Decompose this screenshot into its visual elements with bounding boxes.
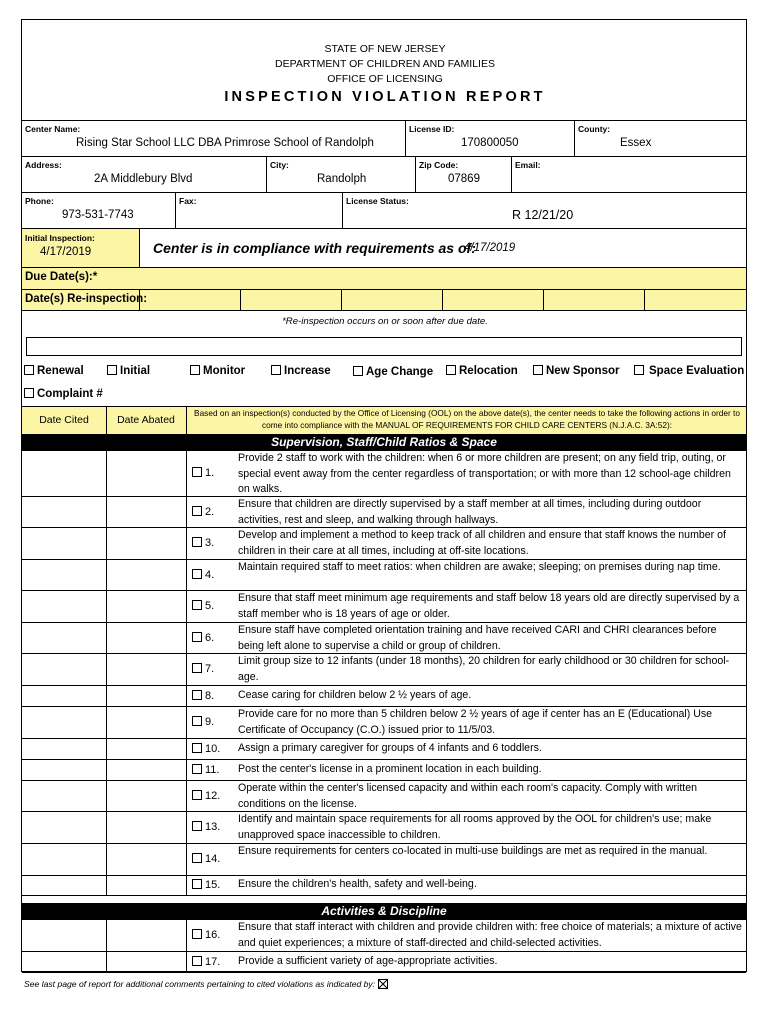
divider: [342, 192, 343, 228]
date-abated-cell[interactable]: [107, 781, 186, 811]
item-number-text: 17.: [205, 955, 221, 968]
checkbox[interactable]: [24, 365, 34, 375]
monitor-option[interactable]: [190, 365, 245, 377]
table-row: [22, 812, 746, 844]
column-divider: [186, 591, 187, 622]
checkbox[interactable]: [634, 365, 644, 375]
item-number: [192, 743, 220, 755]
initial-inspection-label: Initial Inspection:: [25, 233, 95, 243]
compliance-statement: Center is in compliance with requirements as of:: [153, 240, 476, 256]
date-cited-cell[interactable]: [22, 528, 106, 559]
reinspection-label: Date(s) Re-inspection:: [25, 293, 148, 305]
column-divider: [186, 451, 187, 496]
option-label: Space Evaluation: [649, 365, 745, 377]
item-number: [192, 764, 219, 776]
item-number: [192, 569, 214, 581]
item-checkbox[interactable]: [192, 569, 202, 579]
item-checkbox[interactable]: [192, 537, 202, 547]
date-abated-cell[interactable]: [107, 497, 186, 527]
new-sponsor-option[interactable]: [533, 365, 619, 377]
table-row: [22, 760, 746, 781]
requirement-text: Ensure that staff interact with children and provide children with: free choice of materials; a mixture of active and quiet experiences; a mixture of staff-directed and child-selected activities.: [238, 921, 742, 949]
table-row: [22, 560, 746, 591]
county-field[interactable]: Essex: [620, 137, 652, 149]
address-field[interactable]: 2A Middlebury Blvd: [94, 173, 193, 185]
item-checkbox[interactable]: [192, 929, 202, 939]
divider: [405, 120, 406, 156]
requirement-text: Ensure staff have completed orientation training and have received CARI and CHRI clearances before being left alone to supervise a child or group of children.: [238, 624, 717, 652]
date-abated-cell[interactable]: [107, 591, 186, 622]
column-divider: [186, 707, 187, 738]
item-number-text: 15.: [205, 879, 221, 891]
date-cited-cell[interactable]: [22, 560, 106, 590]
divider: [442, 289, 443, 311]
due-dates-label: Due Date(s):*: [25, 271, 98, 283]
item-checkbox[interactable]: [192, 600, 202, 610]
checkbox[interactable]: [271, 365, 281, 375]
checkbox[interactable]: [533, 365, 543, 375]
date-cited-cell[interactable]: [22, 952, 106, 972]
date-abated-cell[interactable]: [107, 760, 186, 780]
date-cited-cell[interactable]: [22, 654, 106, 685]
space-evaluation-option[interactable]: [634, 365, 744, 377]
requirement-text: Operate within the center's licensed capacity and within each room's capacity. Comply with written conditions on the license.: [238, 782, 698, 810]
checkbox[interactable]: [353, 366, 363, 376]
item-number: [192, 790, 220, 802]
column-divider: [186, 760, 187, 780]
divider: [574, 120, 575, 156]
option-label: Renewal: [37, 365, 84, 377]
requirement-text: Develop and implement a method to keep track of all children and ensure that staff knows the number of children in their care at all times, including at off-site locations.: [238, 529, 726, 557]
item-number-text: 7.: [205, 663, 215, 675]
option-label: Initial: [120, 365, 151, 377]
date-cited-cell[interactable]: [22, 920, 106, 951]
date-cited-cell[interactable]: [22, 739, 106, 759]
column-divider: [186, 560, 187, 590]
date-abated-cell[interactable]: [107, 812, 186, 843]
divider: [415, 156, 416, 192]
report-title: INSPECTION VIOLATION REPORT: [224, 89, 546, 105]
table-row: [22, 952, 746, 973]
divider: [266, 156, 267, 192]
requirement-text: Ensure that children are directly supervised by a staff member at all times, including during outdoor activities, rest and sleep, and walking through hallways.: [238, 498, 702, 526]
column-divider: [186, 497, 187, 527]
date-cited-cell[interactable]: [22, 876, 106, 895]
date-abated-header: Date Abated: [117, 414, 175, 426]
zip-code-label: Zip Code:: [419, 160, 459, 170]
phone-label: Phone:: [25, 196, 54, 206]
divider: [21, 156, 747, 157]
table-row: [22, 591, 746, 623]
item-checkbox[interactable]: [192, 716, 202, 726]
initial-option[interactable]: [107, 365, 150, 377]
item-number-text: 10.: [205, 742, 221, 755]
item-number-text: 8.: [205, 689, 215, 702]
column-divider: [186, 952, 187, 972]
license-status-label: License Status:: [346, 196, 409, 206]
table-row: [22, 623, 746, 654]
item-number: [192, 956, 220, 968]
center-name-field[interactable]: Rising Star School LLC DBA Primrose School of Randolph: [76, 137, 374, 149]
item-checkbox[interactable]: [192, 632, 202, 642]
requirement-text: Identify and maintain space requirements for all rooms approved by the OOL for children's use; make unapproved space inaccessible to children.: [238, 813, 712, 841]
item-number: [192, 467, 214, 479]
requirement-text: Post the center's license in a prominent location in each building.: [238, 762, 542, 775]
relocation-option[interactable]: [446, 365, 518, 377]
divider: [21, 120, 747, 121]
column-divider: [186, 686, 187, 706]
county-label: County:: [578, 124, 611, 134]
item-number-text: 12.: [205, 789, 221, 802]
compliance-date[interactable]: 4/17/2019: [464, 242, 516, 254]
column-divider: [186, 739, 187, 759]
table-row: [22, 739, 746, 760]
due-dates-row: [22, 267, 746, 289]
table-row: [22, 920, 746, 952]
date-cited-cell[interactable]: [22, 686, 106, 706]
column-divider: [186, 876, 187, 895]
divider: [511, 156, 512, 192]
item-number: [192, 716, 214, 728]
item-number-text: 16.: [205, 929, 221, 941]
city-field[interactable]: Randolph: [317, 173, 367, 185]
date-cited-cell[interactable]: [22, 497, 106, 527]
date-abated-cell[interactable]: [107, 920, 186, 951]
date-cited-header: Date Cited: [39, 414, 89, 426]
fax-label: Fax:: [179, 196, 197, 206]
divider: [341, 289, 342, 311]
item-number-text: 14.: [205, 853, 221, 865]
comment-input[interactable]: [26, 337, 742, 356]
item-checkbox[interactable]: [192, 853, 202, 863]
column-divider: [186, 781, 187, 811]
option-label: New Sponsor: [546, 365, 620, 377]
date-cited-cell[interactable]: [22, 844, 106, 875]
option-label: Monitor: [203, 365, 246, 377]
item-number-text: 11.: [205, 763, 220, 776]
item-number: [192, 821, 220, 833]
date-abated-cell[interactable]: [107, 739, 186, 759]
date-abated-cell[interactable]: [107, 451, 186, 496]
item-checkbox[interactable]: [192, 506, 202, 516]
item-number: [192, 853, 220, 865]
department-name: DEPARTMENT OF CHILDREN AND FAMILIES: [275, 58, 495, 70]
divider: [644, 289, 645, 311]
item-checkbox[interactable]: [192, 764, 202, 774]
instructions-text: Based on an inspection(s) conducted by the Office of Licensing (OOL) on the above date(s), the center needs to take the following actions in order to come into compliance with the MANUAL OF REQUIREMENTS FOR CHILD CARE CENTERS (N.J.A.C. 3A:52):: [194, 408, 740, 430]
zip-code-field[interactable]: 07869: [448, 173, 480, 185]
address-label: Address:: [25, 160, 62, 170]
initial-inspection-date[interactable]: 4/17/2019: [40, 246, 92, 258]
item-number-text: 13.: [205, 821, 221, 833]
divider: [139, 289, 140, 311]
requirement-text: Ensure the children's health, safety and well-being.: [238, 878, 477, 891]
table-row: [22, 781, 746, 812]
date-abated-cell[interactable]: [107, 623, 186, 653]
requirement-text: Ensure requirements for centers co-located in multi-use buildings are met as required in the manual.: [238, 845, 708, 857]
renewal-option[interactable]: [24, 365, 84, 377]
section-header: Activities & Discipline: [22, 903, 746, 920]
date-cited-cell[interactable]: [22, 760, 106, 780]
email-label: Email:: [515, 160, 541, 170]
item-checkbox[interactable]: [192, 821, 202, 831]
item-checkbox[interactable]: [192, 743, 202, 753]
requirement-text: Provide care for no more than 5 children below 2 ½ years of age if center has an E (Educational) Use Certificate of Occupancy (C.O.) issued prior to 11/5/03.: [238, 708, 713, 736]
x-box-icon: [378, 979, 388, 989]
column-divider: [186, 654, 187, 685]
item-number: [192, 929, 220, 941]
divider: [21, 192, 747, 193]
option-label: Relocation: [459, 365, 518, 377]
footer-text: See last page of report for additional comments pertaining to cited violations as indicated by:: [24, 979, 376, 989]
checkbox[interactable]: [107, 365, 117, 375]
license-id-label: License ID:: [409, 124, 455, 134]
date-cited-cell[interactable]: [22, 451, 106, 496]
item-number-text: 1.: [205, 467, 215, 479]
column-divider: [186, 920, 187, 951]
item-checkbox[interactable]: [192, 467, 202, 477]
column-divider: [186, 528, 187, 559]
item-number: [192, 632, 214, 644]
date-cited-cell[interactable]: [22, 812, 106, 843]
divider: [186, 406, 187, 434]
date-abated-cell[interactable]: [107, 528, 186, 559]
requirement-text: Ensure that staff meet minimum age requirements and staff below 18 years old are directly supervised by a staff member who is 18 years of age or older.: [238, 592, 740, 620]
item-checkbox[interactable]: [192, 879, 202, 889]
date-abated-cell[interactable]: [107, 686, 186, 706]
reinspection-note: *Re-inspection occurs on or soon after due date.: [282, 316, 488, 327]
date-cited-cell[interactable]: [22, 591, 106, 622]
item-number: [192, 600, 214, 612]
column-divider: [186, 844, 187, 875]
table-row: [22, 451, 746, 497]
table-row: [22, 528, 746, 560]
state-name: STATE OF NEW JERSEY: [324, 43, 446, 55]
date-cited-cell[interactable]: [22, 707, 106, 738]
item-number-text: 4.: [205, 568, 215, 581]
table-row: [22, 497, 746, 528]
item-number: [192, 537, 214, 549]
license-status-field[interactable]: R 12/21/20: [512, 208, 574, 222]
item-number: [192, 690, 214, 702]
item-number: [192, 879, 220, 891]
date-abated-cell[interactable]: [107, 952, 186, 972]
item-number-text: 9.: [205, 716, 215, 728]
table-row: [22, 686, 746, 707]
item-number-text: 2.: [205, 505, 215, 518]
checkbox[interactable]: [24, 388, 34, 398]
item-number-text: 3.: [205, 537, 215, 549]
option-label: Increase: [284, 365, 331, 377]
requirement-text: Provide a sufficient variety of age-appropriate activities.: [238, 954, 498, 967]
item-checkbox[interactable]: [192, 663, 202, 673]
center-name-label: Center Name:: [25, 124, 81, 134]
divider: [543, 289, 544, 311]
item-checkbox[interactable]: [192, 956, 202, 966]
requirement-text: Cease caring for children below 2 ½ years of age.: [238, 688, 472, 701]
license-id-field[interactable]: 170800050: [461, 137, 519, 149]
complaint-option[interactable]: [24, 388, 103, 400]
option-label: Complaint #: [37, 388, 103, 400]
table-row: [22, 707, 746, 739]
table-row: [22, 844, 746, 876]
date-abated-cell[interactable]: [107, 844, 186, 875]
date-abated-cell[interactable]: [107, 560, 186, 590]
requirement-text: Limit group size to 12 infants (under 18 months), 20 children for early childhood or 30 children for school-age.: [238, 655, 730, 683]
date-abated-cell[interactable]: [107, 876, 186, 895]
table-row: [22, 654, 746, 686]
date-cited-cell[interactable]: [22, 781, 106, 811]
office-name: OFFICE OF LICENSING: [327, 73, 443, 85]
date-abated-cell[interactable]: [107, 707, 186, 738]
phone-field[interactable]: 973-531-7743: [62, 209, 134, 221]
item-checkbox[interactable]: [192, 690, 202, 700]
date-cited-cell[interactable]: [22, 623, 106, 653]
item-number: [192, 506, 214, 518]
city-label: City:: [270, 160, 289, 170]
item-number-text: 6.: [205, 631, 215, 644]
age-change-option[interactable]: [353, 366, 433, 378]
requirement-text: Assign a primary caregiver for groups of 4 infants and 6 toddlers.: [238, 741, 542, 754]
section-header: Supervision, Staff/Child Ratios & Space: [22, 434, 746, 451]
item-checkbox[interactable]: [192, 790, 202, 800]
table-row: [22, 876, 746, 896]
checkbox[interactable]: [446, 365, 456, 375]
option-label: Age Change: [366, 366, 434, 378]
item-number-text: 5.: [205, 600, 215, 612]
column-divider: [186, 623, 187, 653]
divider: [240, 289, 241, 311]
column-divider: [186, 812, 187, 843]
checkbox[interactable]: [190, 365, 200, 375]
requirement-text: Provide 2 staff to work with the children: when 6 or more children are present; on any field trip, outing, or special event away from the center regardless of transportation; or with more than 12 school-age children on walks.: [238, 452, 731, 495]
divider: [175, 192, 176, 228]
requirement-text: Maintain required staff to meet ratios: when children are awake; sleeping; on premises during nap time.: [238, 561, 721, 573]
increase-option[interactable]: [271, 365, 331, 377]
footer-note: [24, 979, 388, 989]
date-abated-cell[interactable]: [107, 654, 186, 685]
item-number: [192, 663, 214, 675]
